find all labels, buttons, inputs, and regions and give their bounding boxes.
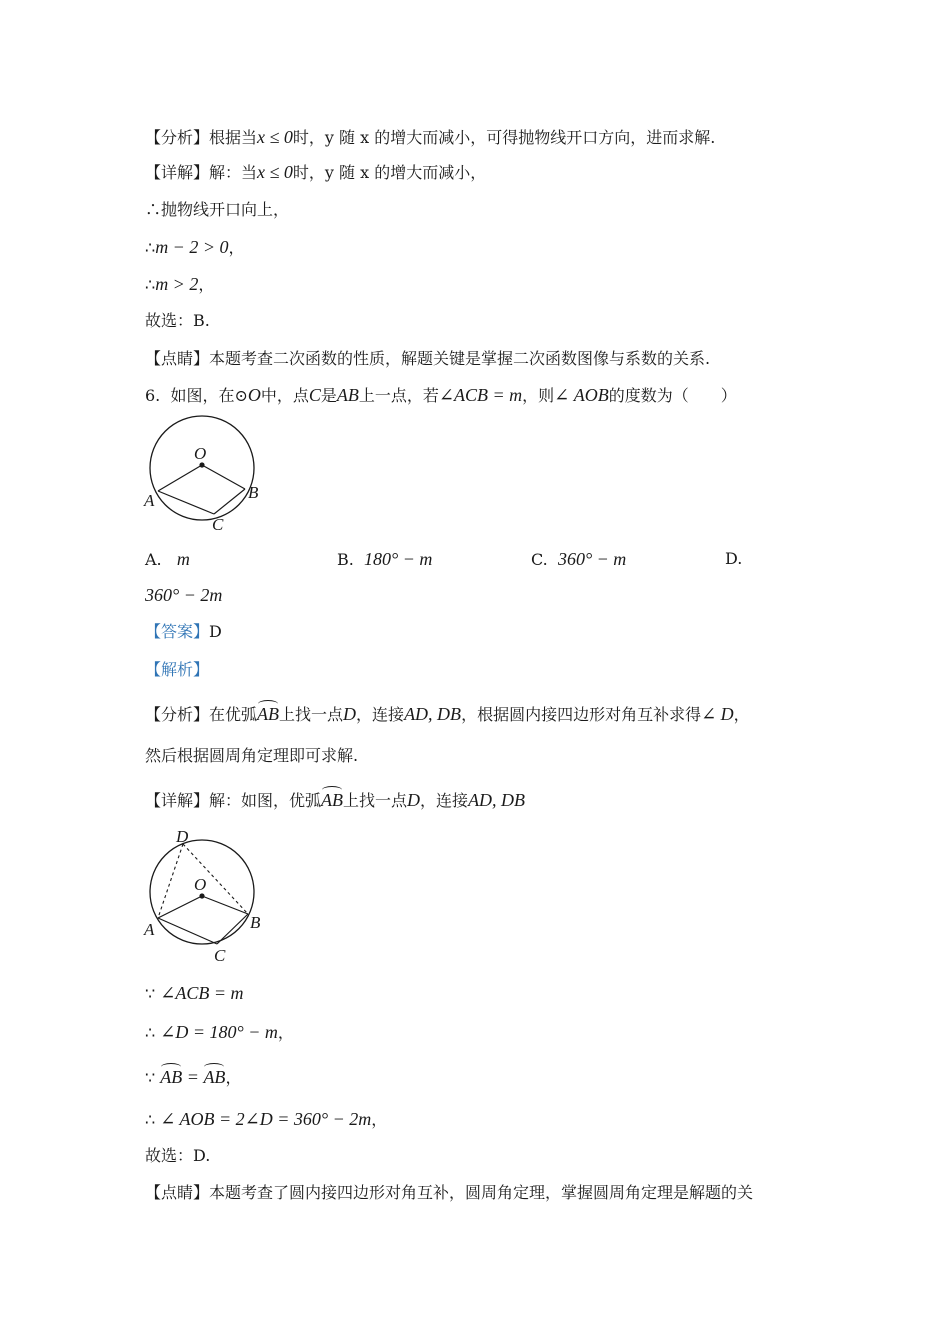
answer-label: 【答案】 bbox=[145, 622, 210, 641]
label-b: B bbox=[248, 483, 259, 502]
step-line: ∴抛物线开口向上， bbox=[145, 200, 290, 219]
detail-line: 【详解】解：当x ≤ 0时，y 随 x 的增大而减小， bbox=[145, 162, 487, 182]
label-a: A bbox=[144, 491, 155, 510]
analysis-line: 【分析】根据当x ≤ 0时，y 随 x 的增大而减小，可得抛物线开口方向，进而求解. bbox=[145, 127, 716, 147]
comment-label: 【点睛】 bbox=[145, 349, 210, 368]
option-d[interactable]: D. bbox=[725, 549, 743, 568]
step-line: ∴ ∠D = 180° − m， bbox=[145, 1022, 294, 1042]
label-c: C bbox=[212, 515, 224, 534]
step-line: ∴ ∠ AOB = 2∠D = 360° − 2m， bbox=[145, 1109, 388, 1129]
detail-label: 【详解】 bbox=[145, 163, 210, 182]
segment-oa bbox=[158, 896, 202, 918]
step-line: ∴m − 2 > 0， bbox=[145, 237, 245, 257]
comment-line: 【点睛】本题考查二次函数的性质，解题关键是掌握二次函数图像与系数的关系. bbox=[145, 349, 711, 368]
label-o: O bbox=[194, 444, 207, 463]
choice-line: 故选：D. bbox=[145, 1146, 211, 1165]
segment-ob bbox=[202, 465, 245, 489]
analysis-label: 【分析】 bbox=[145, 128, 210, 147]
option-d-value: 360° − 2m bbox=[145, 585, 223, 605]
option-b[interactable]: B. 180° − m bbox=[337, 549, 433, 569]
label-c: C bbox=[214, 946, 226, 965]
label-d: D bbox=[176, 830, 189, 846]
analysis-line-2b: 然后根据圆周角定理即可求解. bbox=[145, 746, 359, 765]
label-a: A bbox=[144, 920, 155, 939]
analysis-line-2: 【分析】在优弧AB上找一点D，连接AD, DB，根据圆内接四边形对角互补求得∠ D， bbox=[145, 704, 750, 724]
question-stem: 6. 如图，在⊙O中，点C是AB上一点，若∠ACB = m，则∠ AOB的度数为（ ） bbox=[145, 385, 737, 405]
segment-oa bbox=[158, 465, 202, 491]
arc-ab: AB bbox=[321, 790, 344, 810]
detail-line-2: 【详解】解：如图，优弧AB上找一点D，连接AD, DB bbox=[145, 790, 526, 810]
circle-figure-1 bbox=[138, 410, 278, 538]
center-point bbox=[199, 462, 204, 467]
detail-label: 【详解】 bbox=[145, 791, 210, 810]
center-point bbox=[199, 893, 204, 898]
segment-ob bbox=[202, 896, 248, 914]
option-c[interactable]: C. 360° − m bbox=[531, 549, 627, 569]
label-b: B bbox=[250, 913, 261, 932]
jiexi-label: 【解析】 bbox=[145, 660, 210, 679]
comment-label: 【点睛】 bbox=[145, 1183, 210, 1202]
option-a[interactable]: A. m bbox=[145, 549, 190, 569]
segment-bc bbox=[214, 489, 245, 514]
arc-ab: AB bbox=[160, 1067, 183, 1087]
condition-expr: x ≤ 0 bbox=[257, 127, 293, 147]
analysis-label: 【分析】 bbox=[145, 705, 210, 724]
comment-line: 【点睛】本题考查了圆内接四边形对角互补，圆周角定理，掌握圆周角定理是解题的关 bbox=[145, 1183, 754, 1202]
answer-value: D bbox=[209, 622, 222, 641]
choice-line: 故选：B. bbox=[145, 311, 210, 330]
arc-ab: AB bbox=[203, 1067, 226, 1087]
segment-ac bbox=[158, 491, 214, 514]
segment-bc bbox=[217, 914, 248, 944]
step-line: ∵ AB = AB， bbox=[145, 1067, 242, 1087]
question-number: 6. bbox=[145, 386, 161, 405]
circle-o bbox=[150, 416, 254, 520]
arc-ab: AB bbox=[257, 704, 280, 724]
label-o: O bbox=[194, 875, 207, 894]
step-line: ∵ ∠ACB = m bbox=[145, 983, 244, 1003]
answer-line bbox=[145, 621, 222, 643]
step-line: ∴m > 2， bbox=[145, 274, 215, 294]
circle-figure-2 bbox=[138, 830, 278, 966]
